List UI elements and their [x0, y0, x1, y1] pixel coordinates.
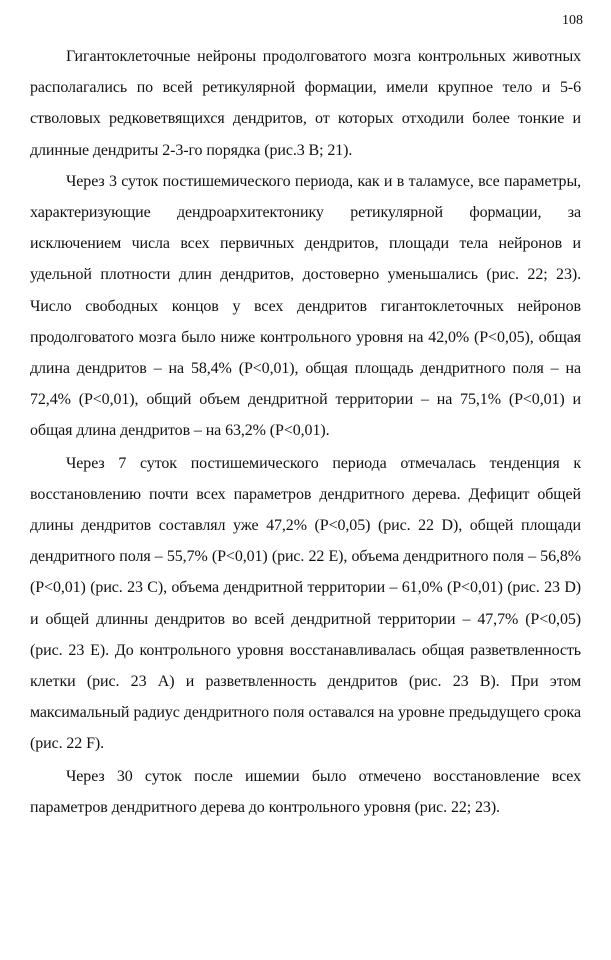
paragraph-3: Через 7 суток постишемического периода отмечалась тенденция к восстановлению почти всех параметров дендритного дерева. Дефицит общей длины дендритов составлял уже 47,2% (P<0,05) (рис. 22 D), общей площади дендритного поля – 55,7% (P<0,01) (рис. 22 E), объема дендритного поля – 56,8% (P<0,01) (рис. 23 C), объема дендритной территории – 61,0% (P<0,01) (рис. 23 D) и общей длинны дендритов во всей дендритной территории – 47,7% (P<0,05) (рис. 23 E). До контрольного уровня восстанавливалась общая разветвленность клетки (рис. 23 A) и разветвленность дендритов (рис. 23 B). При этом максимальный радиус дендритного поля оставался на уровне предыдущего срока (рис. 22 F).	[30, 454, 581, 753]
paragraph-2: Через 3 суток постишемического периода, как и в таламусе, все параметры, характеризующие дендроархитектонику ретикулярной формации, за исключением числа всех первичных дендритов, площади тела нейронов и удельной плотности длин дендритов, достоверно уменьшались (рис. 22; 23). Число свободных концов у всех дендритов гигантоклеточных нейронов продолговатого мозга было ниже контрольного уровня на 42,0% (P<0,05), общая длина дендритов – на 58,4% (P<0,01), общая площадь дендритного поля – на 72,4% (P<0,01), общий объем дендритной территории – на 75,1% (P<0,01) и общая длина дендритов – на 63,2% (P<0,01).	[30, 172, 581, 440]
paragraph-1: Гигантоклеточные нейроны продолговатого мозга контрольных животных располагались по всей ретикулярной формации, имели крупное тело и 5-6 стволовых редковетвящихся дендритов, от которых отходили более тонкие и длинные дендриты 2-3-го порядка (рис.3 В; 21).	[30, 48, 581, 159]
document-body	[30, 41, 581, 823]
paragraph-4: Через 30 суток после ишемии было отмечено восстановление всех параметров дендритного дерева до контрольного уровня (рис. 22; 23).	[30, 767, 581, 816]
page-number: 108	[562, 13, 583, 28]
